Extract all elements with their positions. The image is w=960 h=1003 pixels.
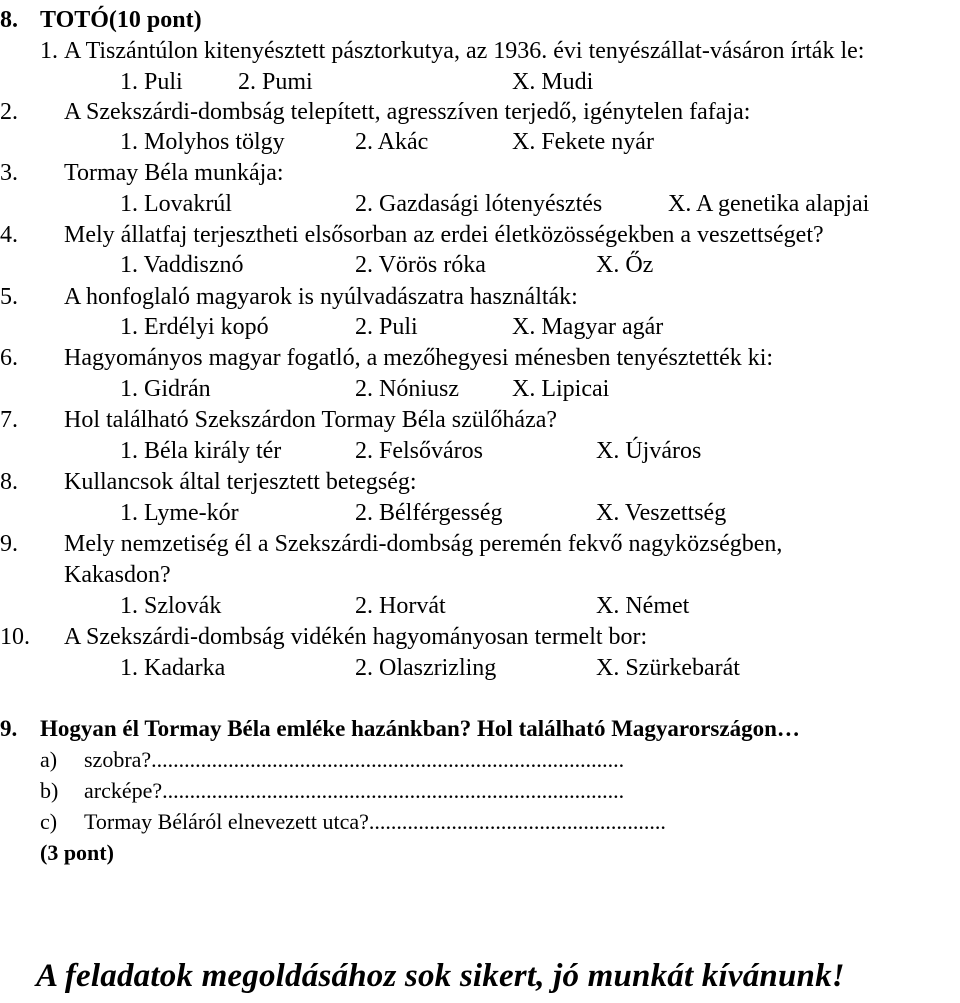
option-x: X. Őz: [596, 252, 654, 278]
section-8-title: TOTÓ(10 pont): [40, 7, 202, 33]
answer-prompt[interactable]: szobra?......................................................................................: [84, 747, 625, 772]
section-9-number: 9.: [0, 716, 18, 741]
question-number: 2.: [0, 99, 18, 125]
option-2: 2. Akác: [355, 129, 429, 155]
option-x: X. Lipicai: [512, 376, 610, 402]
option-x: X. Szürkebarát: [596, 655, 740, 681]
option-2: 2. Felsőváros: [355, 438, 483, 464]
item-label: b): [40, 778, 59, 803]
option-1: 1. Vaddisznó: [120, 252, 244, 278]
option-1: 1. Béla király tér: [120, 438, 282, 464]
option-2: 2. Olaszrizling: [355, 655, 497, 681]
option-1: 1. Gidrán: [120, 376, 211, 402]
question-number: 7.: [0, 407, 18, 433]
option-1: 1. Lovakrúl: [120, 191, 232, 217]
section-9-title: Hogyan él Tormay Béla emléke hazánkban? Hol található Magyarországon…: [40, 716, 800, 741]
question-text: Mely állatfaj terjesztheti elsősorban az erdei életközösségekben a veszettséget?: [64, 222, 824, 248]
option-2: 2. Pumi: [238, 69, 313, 95]
question-number: 8.: [0, 469, 18, 495]
question-number: 10.: [0, 624, 30, 650]
option-2: 2. Horvát: [355, 593, 446, 619]
question-text: Kullancsok által terjesztett betegség:: [64, 469, 417, 495]
option-1: 1. Szlovák: [120, 593, 222, 619]
option-x: X. A genetika alapjai: [668, 191, 870, 217]
option-1: 1. Puli: [120, 69, 183, 95]
option-x: X. Fekete nyár: [512, 129, 654, 155]
option-2: 2. Gazdasági lótenyésztés: [355, 191, 603, 217]
question-number: 5.: [0, 284, 18, 310]
option-2: 2. Vörös róka: [355, 252, 486, 278]
question-text: Hol található Szekszárdon Tormay Béla szülőháza?: [64, 407, 558, 433]
question-text: A Szekszárdi-dombság telepített, agresszíven terjedő, igénytelen fafaja:: [64, 99, 751, 125]
option-x: X. Magyar agár: [512, 314, 664, 340]
question-text-continued: Kakasdon?: [64, 562, 171, 588]
section-8-number: 8.: [0, 7, 18, 33]
question-text: A Szekszárdi-dombság vidékén hagyományosan termelt bor:: [64, 624, 648, 650]
option-x: X. Mudi: [512, 69, 594, 95]
option-1: 1. Kadarka: [120, 655, 226, 681]
question-number: 6.: [0, 345, 18, 371]
question-number: 3.: [0, 160, 18, 186]
option-x: X. Német: [596, 593, 690, 619]
option-2: 2. Puli: [355, 314, 418, 340]
option-1: 1. Molyhos tölgy: [120, 129, 285, 155]
item-label: c): [40, 809, 58, 834]
option-x: X. Veszettség: [596, 500, 727, 526]
question-text: Tormay Béla munkája:: [64, 160, 284, 186]
question-text: A honfoglaló magyarok is nyúlvadászatra használták:: [64, 284, 578, 310]
points-label: (3 pont): [40, 840, 114, 865]
option-1: 1. Erdélyi kopó: [120, 314, 269, 340]
answer-prompt[interactable]: arcképe?....................................................................................: [84, 778, 625, 803]
item-label: a): [40, 747, 58, 772]
closing-message: A feladatok megoldásához sok sikert, jó munkát kívánunk!: [36, 958, 845, 994]
option-2: 2. Nóniusz: [355, 376, 459, 402]
option-2: 2. Bélférgesség: [355, 500, 503, 526]
question-number: 4.: [0, 222, 18, 248]
question-text: A Tiszántúlon kitenyésztett pásztorkutya, az 1936. évi tenyészállat-vásáron írták le:: [64, 38, 865, 64]
question-number: 9.: [0, 531, 18, 557]
question-number: 1.: [40, 38, 58, 64]
option-x: X. Újváros: [596, 438, 702, 464]
answer-prompt[interactable]: Tormay Béláról elnevezett utca?......................................................: [84, 809, 666, 834]
question-text: Hagyományos magyar fogatló, a mezőhegyesi ménesben tenyésztették ki:: [64, 345, 774, 371]
option-1: 1. Lyme-kór: [120, 500, 239, 526]
question-text: Mely nemzetiség él a Szekszárdi-dombság peremén fekvő nagyközségben,: [64, 531, 783, 557]
